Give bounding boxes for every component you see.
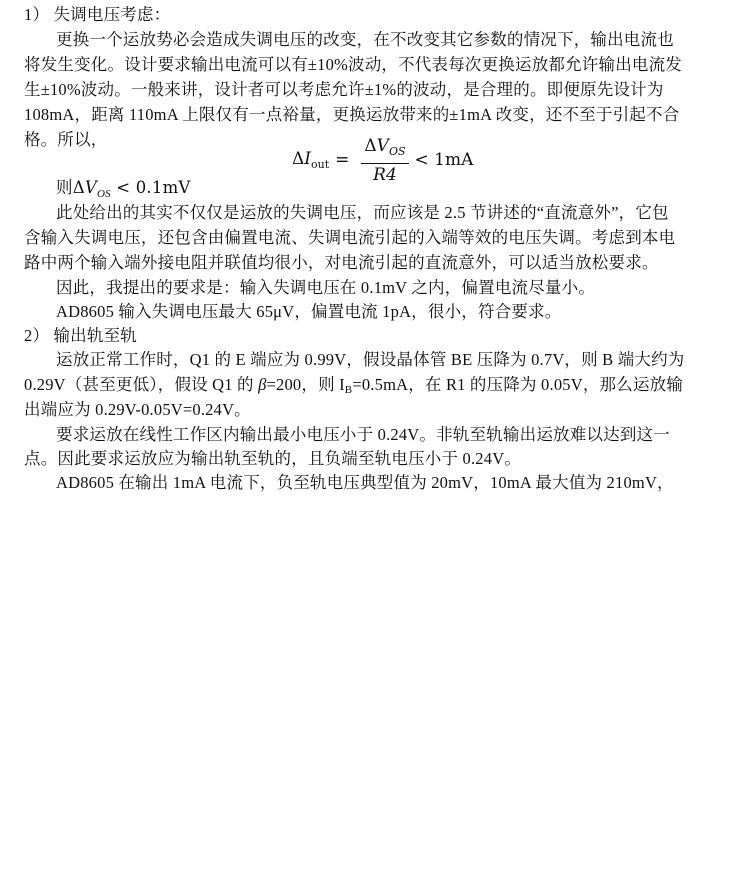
section-1-para-3: 因此，我提出的要求是：输入失调电压在 0.1mV 之内，偏置电流尽量小。	[56, 278, 596, 297]
offset-current-formula	[292, 135, 474, 185]
section-2-para-3-line-1: AD8605 在输出 1mA 电流下，负至轨电压典型值为 20mV，10mA 最大值为 210mV，	[56, 473, 674, 492]
numerator-delta: Δ	[364, 135, 377, 156]
then-delta: Δ	[72, 178, 85, 197]
ib-subscript: B	[344, 384, 353, 396]
formula-var-i: I	[304, 149, 311, 169]
section-2-para-1-line-1: 运放正常工作时，Q1 的 E 端应为 0.99V，假设晶体管 BE 压降为 0.7V，则 B 端大约为	[56, 350, 685, 369]
section-1-para-2-line-3: 路中两个输入端外接电阻并联值均很小，对电流引起的直流意外，可以适当放松要求。	[24, 253, 659, 272]
then-sub: OS	[96, 188, 111, 200]
formula-delta: Δ	[292, 149, 305, 169]
section-2-para-2-line-2: 点。因此要求运放应为输出轨至轨的，且负端至轨电压小于 0.24V。	[24, 449, 522, 468]
section-1-para-4: AD8605 输入失调电压最大 65μV，偏置电流 1pA，很小，符合要求。	[56, 302, 562, 321]
section-2-para-2-line-1: 要求运放在线性工作区内输出最小电压小于 0.24V。非轨至轨输出运放难以达到这一	[56, 425, 670, 444]
section-2-para-1-line-3: 出端应为 0.29V-0.05V=0.24V。	[24, 400, 251, 419]
formula-numerator	[361, 136, 408, 164]
numerator-sub: OS	[388, 144, 406, 158]
formula-lhs	[292, 149, 329, 171]
beta-symbol: β	[258, 375, 267, 394]
formula-sub-out: out	[311, 158, 330, 171]
then-var: V	[84, 178, 97, 197]
section-1-para-1-line-3: 生±10%波动。一般来讲，设计者可以考虑允许±1%的波动，是合理的。即便原先设计为	[24, 80, 664, 99]
section-1-para-1-line-1: 更换一个运放势必会造成失调电压的改变，在不改变其它参数的情况下，输出电流也	[56, 30, 674, 49]
numerator-var: V	[376, 135, 389, 156]
line2-part-c: =0.5mA，在 R1 的压降为 0.05V，那么运放输	[352, 375, 684, 394]
then-rhs: < 0.1mV	[110, 178, 191, 197]
line2-part-b: =200，则 I	[266, 375, 345, 394]
formula-fraction	[361, 136, 408, 185]
section-2-heading: 2） 输出轨至轨	[24, 326, 137, 345]
line2-part-a: 0.29V（甚至更低），假设 Q1 的	[24, 375, 259, 394]
formula-denominator: R4	[373, 164, 397, 185]
formula-equals: =	[335, 150, 350, 170]
formula-rhs: < 1mA	[414, 150, 474, 170]
then-prefix: 则	[56, 178, 73, 197]
section-1-heading: 1） 失调电压考虑：	[24, 5, 171, 24]
section-1-para-2-line-2: 含输入失调电压，还包含由偏置电流、失调电流引起的入端等效的电压失调。考虑到本电	[24, 228, 676, 247]
section-1-para-1-line-4: 108mA，距离 110mA 上限仅有一点裕量，更换运放带来的±1mA 改变，还不至于引起不合	[24, 105, 680, 124]
section-1-para-1-line-2: 将发生变化。设计要求输出电流可以有±10%波动，不代表每次更换运放都允许输出电流发	[24, 55, 683, 74]
section-1-para-2-line-1: 此处给出的其实不仅仅是运放的失调电压，而应该是 2.5 节讲述的“直流意外”，它包	[56, 203, 669, 222]
section-1-para-1-line-5: 格。所以，	[24, 130, 108, 149]
